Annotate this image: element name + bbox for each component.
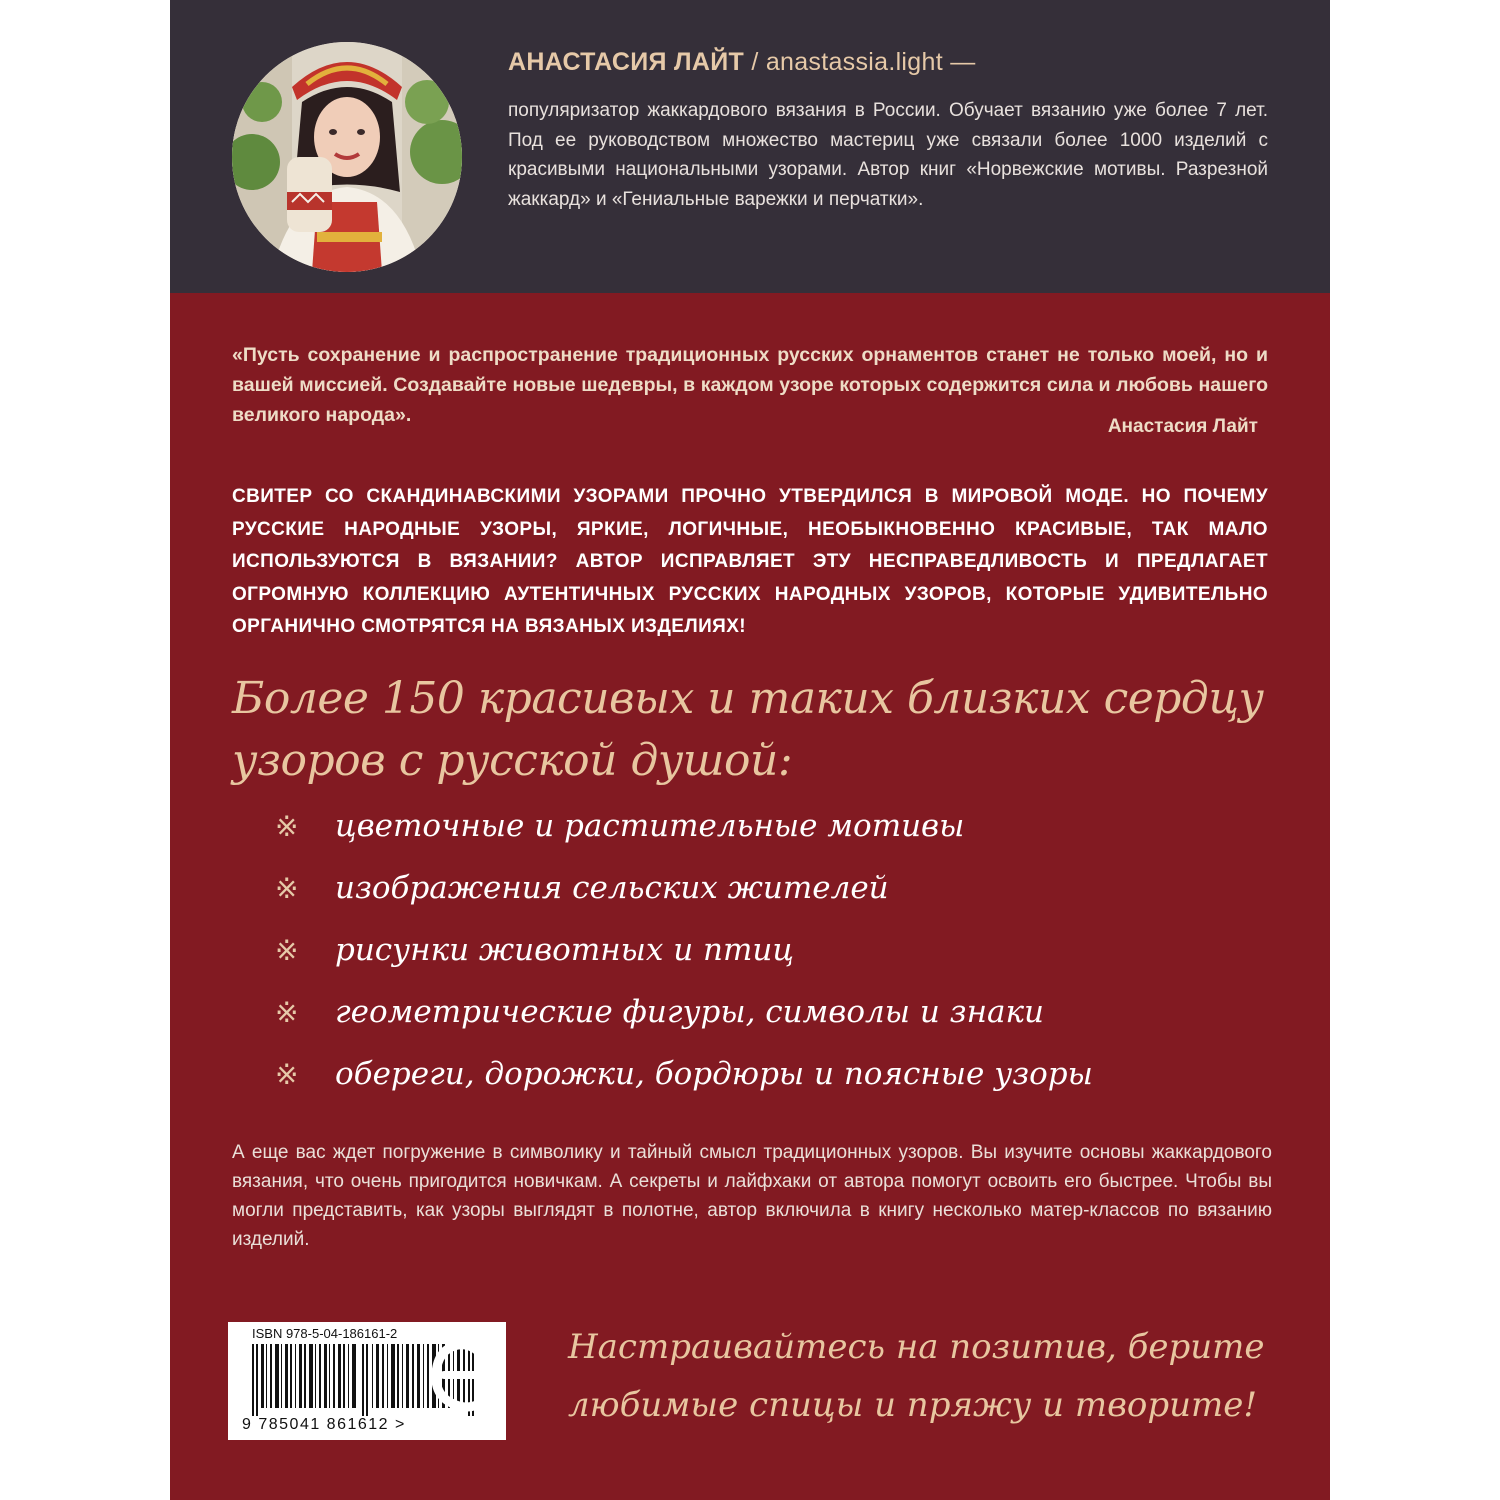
list-item bbox=[275, 795, 1093, 857]
feature-label: изображения сельских жителей bbox=[335, 870, 889, 906]
list-item bbox=[275, 919, 1093, 981]
author-bio: популяризатор жаккардового вязания в России. Обучает вязанию уже более 7 лет. Под ее руководством множество мастериц уже связали более 1000 изделий с красивыми национальными узорами. Автор книг «Норвежские мотивы. Разрезной жаккард» и «Гениальные варежки и перчатки». bbox=[508, 100, 1268, 210]
isbn-label: ISBN 978-5-04-186161-2 bbox=[252, 1326, 398, 1341]
ornament-icon: ※ bbox=[275, 933, 299, 967]
author-name: АНАСТАСИЯ ЛАЙТ bbox=[508, 48, 745, 76]
list-item bbox=[275, 1043, 1093, 1105]
publisher-logo-icon bbox=[428, 1335, 498, 1415]
author-name-line bbox=[508, 48, 976, 77]
ornament-icon: ※ bbox=[275, 995, 299, 1029]
ornament-icon: ※ bbox=[275, 1057, 299, 1091]
closing-slogan: Настраивайтесь на позитив, берите любимые спицы и пряжу и творите! bbox=[568, 1327, 1265, 1425]
author-quote: «Пусть сохранение и распространение традиционных русских орнаментов станет не только моей, но и вашей миссией. Создавайте новые шедевры, в каждом узоре которых содержится сила и любовь нашего великого народа». bbox=[232, 344, 1268, 426]
isbn-digits: 9 785041 861612 > bbox=[242, 1416, 406, 1433]
lead-paragraph: СВИТЕР СО СКАНДИНАВСКИМИ УЗОРАМИ ПРОЧНО УТВЕРДИЛСЯ В МИРОВОЙ МОДЕ. НО ПОЧЕМУ РУССКИЕ НАРОДНЫЕ УЗОРЫ, ЯРКИЕ, ЛОГИЧНЫЕ, НЕОБЫКНОВЕННО КРАСИВЫЕ, ТАК МАЛО ИСПОЛЬЗУЮТСЯ В ВЯЗАНИИ? АВТОР ИСПРАВЛЯЕТ ЭТУ НЕСПРАВЕДЛИВОСТЬ И ПРЕДЛАГАЕТ ОГРОМНУЮ КОЛЛЕКЦИЮ АУТЕНТИЧНЫХ РУССКИХ НАРОДНЫХ УЗОРОВ, КОТОРЫЕ УДИВИТЕЛЬНО ОРГАНИЧНО СМОТРЯТСЯ НА ВЯЗАНЫХ ИЗДЕЛИЯХ! bbox=[232, 486, 1268, 637]
author-photo bbox=[232, 42, 462, 272]
list-item bbox=[275, 981, 1093, 1043]
author-handle: / anastassia.light — bbox=[744, 48, 976, 76]
extra-paragraph: А еще вас ждет погружение в символику и тайный смысл традиционных узоров. Вы изучите основы жаккардового вязания, что очень пригодится новичкам. А секреты и лайфхаки от автора помогут освоить его быстрее. Чтобы вы могли представить, как узоры выглядят в полотне, автор включила в книгу несколько матер-классов по вязанию изделий. bbox=[232, 1142, 1272, 1250]
list-item bbox=[275, 857, 1093, 919]
quote-author: Анастасия Лайт bbox=[1107, 416, 1258, 437]
feature-label: обереги, дорожки, бордюры и поясные узоры bbox=[335, 1056, 1093, 1092]
ornament-icon: ※ bbox=[275, 809, 299, 843]
headline: Более 150 красивых и таких близких сердцу узоров с русской душой: bbox=[232, 673, 1264, 786]
author-band bbox=[170, 0, 1330, 293]
author-portrait-illustration bbox=[232, 42, 462, 272]
feature-label: рисунки животных и птиц bbox=[335, 932, 794, 968]
feature-label: геометрические фигуры, символы и знаки bbox=[335, 994, 1044, 1030]
ornament-icon: ※ bbox=[275, 871, 299, 905]
feature-list bbox=[275, 795, 1093, 1105]
feature-label: цветочные и растительные мотивы bbox=[335, 808, 965, 844]
book-back-cover bbox=[170, 0, 1330, 1500]
